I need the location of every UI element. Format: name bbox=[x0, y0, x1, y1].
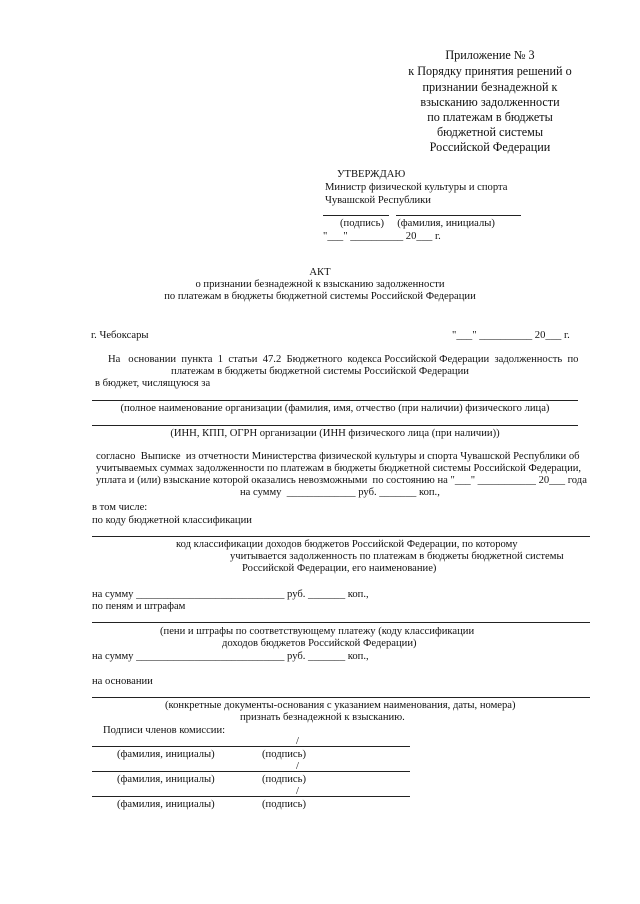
basis-line-3: в бюджет, числящуюся за bbox=[95, 378, 211, 389]
member-2-slash: / bbox=[296, 761, 299, 772]
member-3-sign-caption: (подпись) bbox=[262, 799, 306, 810]
appendix-line-1: Приложение № 3 bbox=[445, 48, 535, 62]
code-line bbox=[92, 536, 590, 537]
act-subtitle-2: по платежам в бюджеты бюджетной системы Российской Федерации bbox=[164, 291, 476, 302]
basis-line-1: На основании пункта 1 статьи 47.2 Бюджетного кодекса Российской Федерации задолженность по bbox=[108, 354, 579, 365]
approval-title: УТВЕРЖДАЮ bbox=[337, 169, 406, 180]
city: г. Чебоксары bbox=[91, 330, 149, 341]
docs-line bbox=[92, 697, 590, 698]
by-code-label: по коду бюджетной классификации bbox=[92, 515, 252, 526]
appendix-line-4: взысканию задолженности bbox=[420, 95, 560, 109]
member-2-line bbox=[92, 771, 410, 772]
approval-position-1: Министр физической культуры и спорта bbox=[325, 182, 508, 193]
member-3-slash: / bbox=[296, 786, 299, 797]
penalty-caption-2: доходов бюджетов Российской Федерации) bbox=[222, 638, 417, 649]
approval-position-2: Чувашской Республики bbox=[325, 195, 431, 206]
report-line-1: согласно Выписке из отчетности Министерства физической культуры и спорта Чувашской Республики об bbox=[96, 451, 580, 462]
inn-caption: (ИНН, КПП, ОГРН организации (ИНН физического лица (при наличии)) bbox=[170, 428, 500, 439]
approval-signature-line bbox=[323, 215, 389, 216]
inn-line bbox=[92, 425, 578, 426]
basis-line-2: платежам в бюджеты бюджетной системы Российской Федерации bbox=[171, 366, 469, 377]
appendix-line-5: по платежам в бюджеты bbox=[427, 110, 553, 124]
commission-label: Подписи членов комиссии: bbox=[103, 725, 226, 736]
report-line-4: на сумму _____________ руб. _______ коп., bbox=[240, 487, 440, 498]
approval-date: "___" __________ 20___ г. bbox=[323, 231, 441, 242]
member-3-line bbox=[92, 796, 410, 797]
member-1-sign-caption: (подпись) bbox=[262, 749, 306, 760]
org-caption: (полное наименование организации (фамилия, имя, отчество (при наличии) физического лица) bbox=[120, 403, 550, 414]
penalty-line bbox=[92, 622, 590, 623]
docs-caption: (конкретные документы-основания с указанием наименования, даты, номера) bbox=[165, 700, 516, 711]
member-1-slash: / bbox=[296, 736, 299, 747]
penalty-caption-1: (пени и штрафы по соответствующему платежу (коду классификации bbox=[160, 626, 475, 637]
penalties-label: по пеням и штрафам bbox=[92, 601, 186, 612]
code-caption-2: учитывается задолженность по платежам в бюджеты бюджетной системы bbox=[230, 551, 564, 562]
member-1-name-caption: (фамилия, инициалы) bbox=[117, 749, 215, 760]
appendix-line-6: бюджетной системы bbox=[436, 125, 544, 139]
sum-1: на сумму ____________________________ руб. _______ коп., bbox=[92, 589, 369, 600]
act-date: "___" __________ 20___ г. bbox=[452, 330, 570, 341]
member-2-name-caption: (фамилия, инициалы) bbox=[117, 774, 215, 785]
approval-name-line bbox=[396, 215, 521, 216]
code-caption-1: код классификации доходов бюджетов Российской Федерации, по которому bbox=[176, 539, 518, 550]
org-name-line bbox=[92, 400, 578, 401]
act-title: АКТ bbox=[309, 267, 331, 278]
member-3-name-caption: (фамилия, инициалы) bbox=[117, 799, 215, 810]
report-line-2: учитываемых суммах задолженности по платежам в бюджеты бюджетной системы Российской Федерации, bbox=[96, 463, 582, 474]
sum-2: на сумму ____________________________ руб. _______ коп., bbox=[92, 651, 369, 662]
appendix-line-7: Российской Федерации bbox=[429, 140, 551, 154]
member-2-sign-caption: (подпись) bbox=[262, 774, 306, 785]
recognized-text: признать безнадежной к взысканию. bbox=[240, 712, 405, 723]
code-caption-3: Российской Федерации, его наименование) bbox=[242, 563, 437, 574]
member-1-line bbox=[92, 746, 410, 747]
on-basis-label: на основании bbox=[92, 676, 153, 687]
including-label: в том числе: bbox=[92, 502, 148, 513]
report-line-3: уплата и (или) взыскание которой оказались невозможными по состоянию на "___" ___________ 20___ года bbox=[96, 475, 587, 486]
appendix-line-2: к Порядку принятия решений о bbox=[408, 64, 572, 78]
approval-signature-caption: (подпись) (фамилия, инициалы) bbox=[340, 218, 495, 229]
act-subtitle-1: о признании безнадежной к взысканию задолженности bbox=[195, 279, 445, 290]
appendix-line-3: признании безнадежной к bbox=[422, 80, 558, 94]
